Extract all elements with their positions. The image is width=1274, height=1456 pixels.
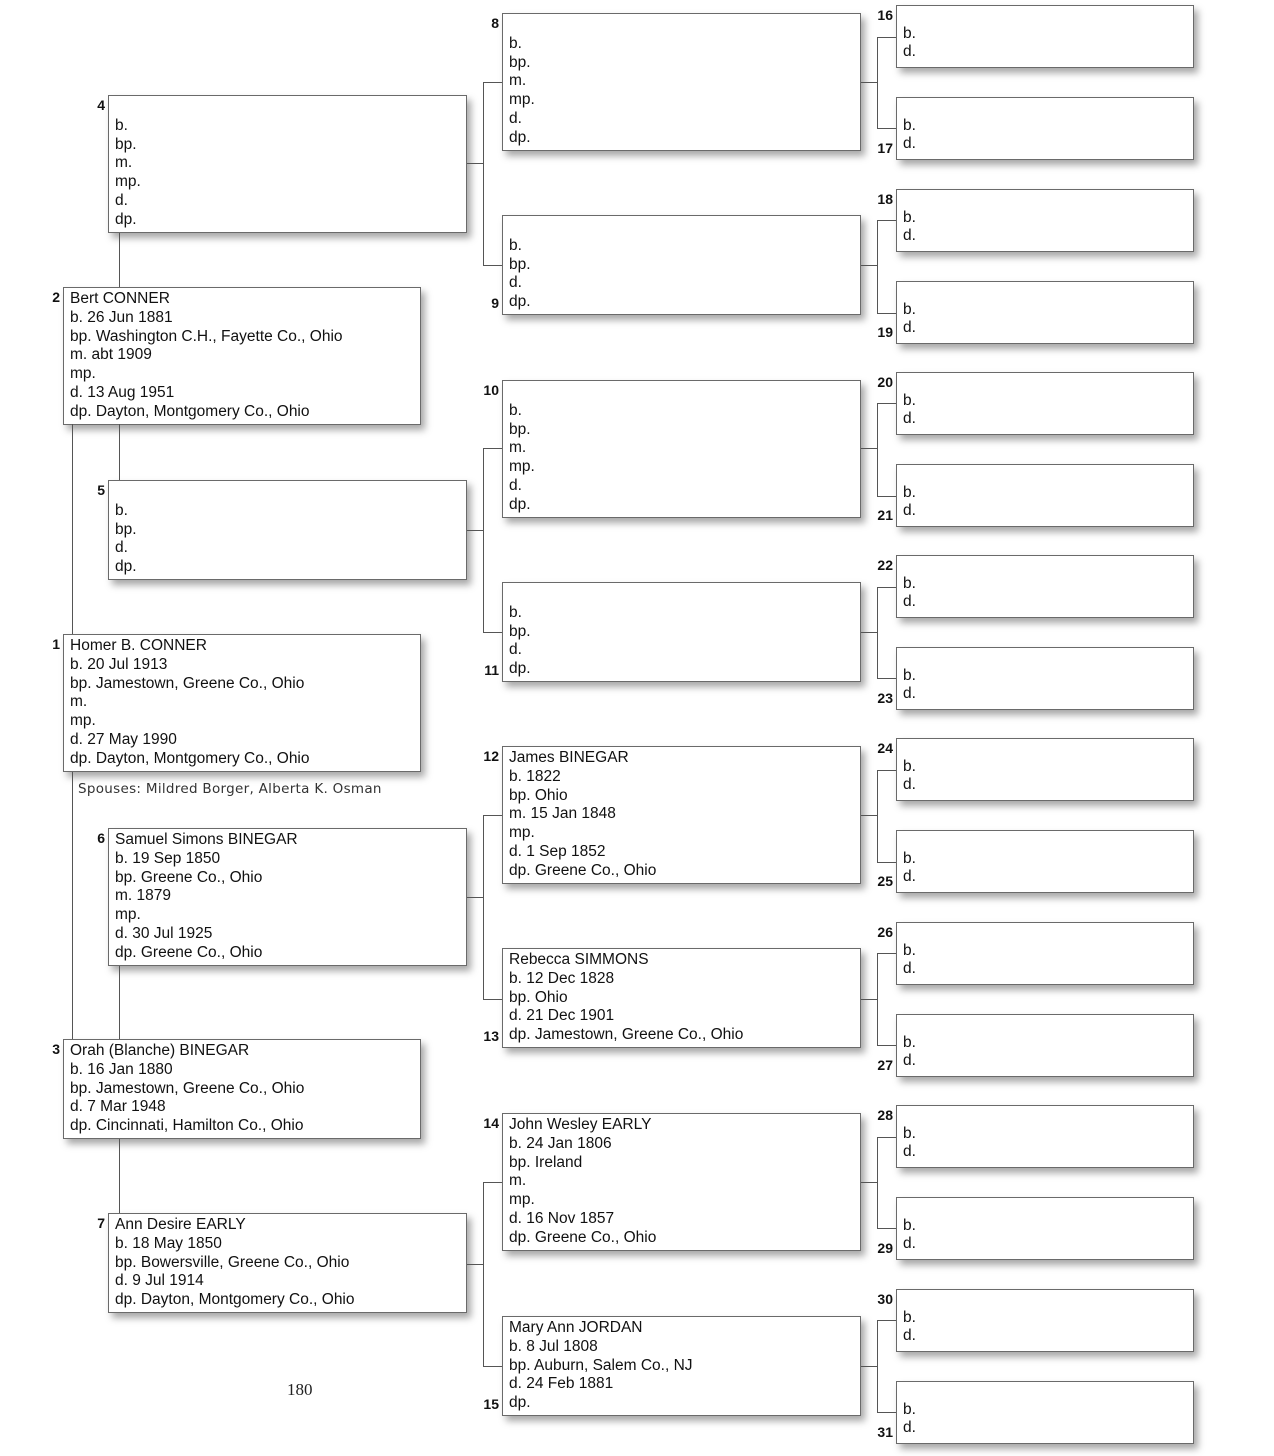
person-fact: mp. [70, 712, 96, 730]
connector-line [483, 448, 502, 449]
connector-line [877, 403, 896, 404]
ahnentafel-number: 18 [877, 191, 893, 207]
person-fact: m. [115, 154, 133, 172]
person-box-22 [896, 555, 1194, 618]
person-fact: b. [903, 666, 916, 684]
ahnentafel-number: 11 [484, 662, 499, 678]
person-box-17 [896, 97, 1194, 160]
connector-line [877, 953, 896, 954]
connector-line [877, 1137, 896, 1138]
person-fact: b. [903, 941, 916, 959]
person-box-5 [108, 480, 467, 580]
person-fact: b. [509, 401, 522, 419]
connector-line [861, 82, 877, 83]
connector-line [119, 966, 120, 1039]
person-fact: d. 9 Jul 1914 [115, 1272, 204, 1290]
person-fact: m. [70, 693, 88, 711]
person-fact: bp. Jamestown, Greene Co., Ohio [70, 1079, 305, 1097]
person-fact: d. [903, 410, 916, 427]
person-fact: b. [115, 501, 128, 519]
person-name [903, 1015, 1193, 1034]
person-name [903, 739, 1193, 758]
person-fact: bp. [509, 255, 531, 273]
person-box-15 [502, 1316, 861, 1416]
ahnentafel-number: 29 [877, 1240, 893, 1256]
person-fact: b. [903, 483, 916, 501]
person-fact: b. [903, 24, 916, 42]
connector-line [483, 448, 484, 632]
person-fact: b. [903, 300, 916, 318]
person-fact: bp. Ireland [509, 1153, 583, 1171]
person-fact: b. 8 Jul 1808 [509, 1337, 598, 1355]
connector-line [877, 37, 896, 38]
person-fact: d. 27 May 1990 [70, 730, 177, 748]
person-fact: d. [903, 685, 916, 702]
person-box-6 [108, 828, 467, 966]
ahnentafel-number: 10 [483, 382, 499, 398]
person-box-30 [896, 1289, 1194, 1352]
person-box-16 [896, 5, 1194, 68]
ahnentafel-number: 4 [97, 97, 105, 113]
connector-line [877, 313, 896, 314]
ahnentafel-number: 16 [877, 7, 893, 23]
page-number: 180 [287, 1380, 313, 1399]
person-name: Rebecca SIMMONS [509, 951, 649, 968]
person-fact: b. [903, 1400, 916, 1418]
person-fact: dp. Greene Co., Ohio [115, 943, 263, 961]
person-name [903, 923, 1193, 942]
person-fact: d. [903, 960, 916, 977]
person-fact: b. [903, 1033, 916, 1051]
person-fact: bp. [115, 520, 137, 538]
person-name [903, 556, 1193, 575]
person-box-8 [502, 13, 861, 151]
ahnentafel-number: 23 [877, 690, 893, 706]
person-name [903, 648, 1193, 667]
connector-line [861, 815, 877, 816]
person-box-7 [108, 1213, 467, 1313]
person-fact: dp. [509, 1394, 531, 1412]
person-fact: b. 1822 [509, 767, 561, 785]
person-name: Homer B. CONNER [70, 637, 207, 654]
person-box-19 [896, 281, 1194, 344]
person-name [509, 218, 860, 237]
person-fact: d. [903, 1052, 916, 1069]
connector-line [861, 265, 877, 266]
person-name [903, 465, 1193, 484]
ahnentafel-number: 5 [97, 482, 105, 498]
person-fact: d. 7 Mar 1948 [70, 1098, 166, 1116]
person-fact: bp. Auburn, Salem Co., NJ [509, 1356, 693, 1374]
connector-line [877, 220, 878, 313]
ahnentafel-number: 7 [97, 1215, 105, 1231]
person-fact: d. [903, 593, 916, 610]
person-fact: b. 26 Jun 1881 [70, 308, 173, 326]
person-fact: dp. [115, 558, 137, 576]
person-fact: b. [509, 34, 522, 52]
person-name [903, 1382, 1193, 1401]
person-fact: bp. [509, 53, 531, 71]
ahnentafel-number: 6 [97, 830, 105, 846]
person-fact: b. [903, 574, 916, 592]
connector-line [483, 265, 502, 266]
connector-line [483, 1182, 484, 1366]
person-box-9 [502, 215, 861, 315]
ahnentafel-number: 22 [877, 557, 893, 573]
person-fact: m. 1879 [115, 887, 172, 905]
person-fact: d. [903, 135, 916, 152]
ahnentafel-number: 8 [491, 15, 499, 31]
connector-line [861, 448, 877, 449]
connector-line [467, 530, 483, 531]
connector-line [877, 587, 896, 588]
person-name [115, 483, 466, 502]
person-fact: dp. Greene Co., Ohio [509, 1228, 657, 1246]
connector-line [877, 403, 878, 496]
person-name [903, 1198, 1193, 1217]
person-fact: bp. Ohio [509, 786, 568, 804]
connector-line [483, 999, 502, 1000]
connector-line [119, 424, 120, 480]
person-box-24 [896, 738, 1194, 801]
person-fact: b. [903, 1124, 916, 1142]
person-fact: d. [903, 227, 916, 244]
ahnentafel-number: 3 [52, 1041, 60, 1057]
person-fact: bp. [509, 622, 531, 640]
person-fact: dp. Dayton, Montgomery Co., Ohio [70, 402, 310, 420]
person-name [115, 98, 466, 117]
ahnentafel-number: 14 [483, 1115, 499, 1131]
person-fact: dp. [509, 293, 531, 311]
person-fact: bp. Bowersville, Greene Co., Ohio [115, 1253, 350, 1271]
person-fact: b. 19 Sep 1850 [115, 849, 221, 867]
ahnentafel-number: 30 [877, 1291, 893, 1307]
person-box-13 [502, 948, 861, 1048]
connector-line [483, 1182, 502, 1183]
person-fact: b. 18 May 1850 [115, 1234, 222, 1252]
connector-line [877, 953, 878, 1045]
connector-line [877, 1228, 896, 1229]
person-fact: mp. [70, 365, 96, 383]
connector-line [861, 1366, 877, 1367]
person-box-4 [108, 95, 467, 233]
person-fact: mp. [115, 906, 141, 924]
ahnentafel-number: 19 [877, 324, 893, 340]
person-fact: b. [903, 757, 916, 775]
ahnentafel-number: 28 [877, 1107, 893, 1123]
person-fact: b. 12 Dec 1828 [509, 969, 615, 987]
person-fact: dp. Dayton, Montgomery Co., Ohio [70, 749, 310, 767]
person-fact: b. [903, 391, 916, 409]
person-fact: b. [509, 236, 522, 254]
spouses-note: Spouses: Mildred Borger, Alberta K. Osman [78, 781, 382, 797]
connector-line [877, 587, 878, 678]
person-name [903, 831, 1193, 850]
ahnentafel-number: 17 [877, 140, 893, 156]
ahnentafel-number: 2 [52, 289, 60, 305]
person-box-23 [896, 647, 1194, 710]
person-fact: d. 30 Jul 1925 [115, 924, 213, 942]
connector-line [877, 1412, 896, 1413]
connector-line [877, 770, 878, 862]
person-fact: dp. Cincinnati, Hamilton Co., Ohio [70, 1117, 304, 1135]
connector-line [467, 1264, 483, 1265]
person-fact: d. 13 Aug 1951 [70, 383, 175, 401]
person-fact: d. [509, 109, 522, 127]
person-box-10 [502, 380, 861, 518]
connector-line [877, 678, 896, 679]
person-name: John Wesley EARLY [509, 1116, 652, 1133]
person-fact: d. [903, 1419, 916, 1436]
person-fact: d. [903, 1327, 916, 1344]
person-fact: d. [509, 476, 522, 494]
person-box-18 [896, 189, 1194, 252]
connector-line [72, 424, 73, 634]
person-fact: m. [509, 1172, 527, 1190]
person-name: Bert CONNER [70, 290, 170, 307]
person-fact: b. 16 Jan 1880 [70, 1060, 173, 1078]
person-fact: d. [903, 43, 916, 60]
person-fact: d. 21 Dec 1901 [509, 1007, 615, 1025]
ahnentafel-number: 1 [52, 636, 60, 652]
person-fact: d. [903, 868, 916, 885]
ahnentafel-number: 31 [877, 1424, 893, 1440]
person-name: James BINEGAR [509, 749, 629, 766]
person-fact: mp. [509, 1191, 535, 1209]
person-box-1 [63, 634, 421, 772]
person-name [903, 1106, 1193, 1125]
person-box-31 [896, 1381, 1194, 1444]
connector-line [861, 632, 877, 633]
person-fact: m. 15 Jan 1848 [509, 805, 616, 823]
connector-line [119, 1139, 120, 1213]
person-box-14 [502, 1113, 861, 1251]
person-name [509, 383, 860, 402]
person-fact: d. [903, 776, 916, 793]
connector-line [877, 770, 896, 771]
ahnentafel-number: 21 [877, 507, 893, 523]
connector-line [483, 1366, 502, 1367]
person-name [903, 190, 1193, 209]
person-fact: b. [115, 116, 128, 134]
connector-line [877, 220, 896, 221]
person-fact: b. [903, 208, 916, 226]
person-fact: mp. [509, 91, 535, 109]
person-fact: b. 24 Jan 1806 [509, 1134, 612, 1152]
connector-line [483, 82, 502, 83]
person-box-27 [896, 1014, 1194, 1077]
connector-line [877, 37, 878, 128]
connector-line [861, 1182, 877, 1183]
ahnentafel-number: 13 [483, 1028, 499, 1044]
person-fact: d. [903, 319, 916, 336]
person-fact: d. [509, 641, 522, 659]
ahnentafel-number: 26 [877, 924, 893, 940]
person-fact: d. [115, 191, 128, 209]
person-fact: b. 20 Jul 1913 [70, 655, 168, 673]
person-fact: bp. Jamestown, Greene Co., Ohio [70, 674, 305, 692]
connector-line [877, 128, 896, 129]
person-fact: d. [903, 502, 916, 519]
person-fact: m. [509, 72, 527, 90]
person-fact: b. [903, 1308, 916, 1326]
person-box-26 [896, 922, 1194, 985]
ahnentafel-number: 20 [877, 374, 893, 390]
person-box-2 [63, 287, 421, 425]
person-fact: mp. [115, 173, 141, 191]
person-name [509, 585, 860, 604]
connector-line [877, 862, 896, 863]
person-fact: d. [509, 274, 522, 292]
person-fact: b. [509, 603, 522, 621]
person-name: Ann Desire EARLY [115, 1216, 246, 1233]
person-name [903, 373, 1193, 392]
person-name [903, 6, 1193, 25]
connector-line [861, 999, 877, 1000]
person-fact: d. 1 Sep 1852 [509, 842, 606, 860]
person-box-29 [896, 1197, 1194, 1260]
person-box-28 [896, 1105, 1194, 1168]
person-fact: bp. Ohio [509, 988, 568, 1006]
connector-line [877, 1045, 896, 1046]
person-fact: dp. [509, 128, 531, 146]
connector-line [483, 815, 484, 999]
person-box-20 [896, 372, 1194, 435]
person-fact: mp. [509, 458, 535, 476]
connector-line [119, 233, 120, 287]
person-fact: bp. [115, 135, 137, 153]
person-box-3 [63, 1039, 421, 1139]
connector-line [877, 1320, 878, 1412]
person-box-21 [896, 464, 1194, 527]
person-name [509, 16, 860, 35]
person-fact: m. abt 1909 [70, 346, 152, 364]
person-fact: d. 16 Nov 1857 [509, 1209, 615, 1227]
person-fact: dp. [115, 210, 137, 228]
connector-line [877, 496, 896, 497]
connector-line [877, 1137, 878, 1228]
person-box-11 [502, 582, 861, 682]
person-fact: dp. Dayton, Montgomery Co., Ohio [115, 1291, 355, 1309]
connector-line [483, 82, 484, 265]
ahnentafel-number: 9 [491, 295, 499, 311]
person-fact: b. [903, 116, 916, 134]
person-fact: d. [115, 539, 128, 557]
connector-line [483, 815, 502, 816]
person-fact: d. [903, 1235, 916, 1252]
person-fact: bp. Washington C.H., Fayette Co., Ohio [70, 327, 343, 345]
person-fact: d. [903, 1143, 916, 1160]
person-fact: bp. Greene Co., Ohio [115, 868, 263, 886]
connector-line [877, 1320, 896, 1321]
person-fact: d. 24 Feb 1881 [509, 1375, 614, 1393]
ahnentafel-number: 27 [877, 1057, 893, 1073]
person-fact: dp. [509, 660, 531, 678]
person-fact: dp. Greene Co., Ohio [509, 861, 657, 879]
ahnentafel-number: 12 [483, 748, 499, 764]
person-name: Orah (Blanche) BINEGAR [70, 1042, 250, 1059]
ahnentafel-number: 24 [877, 740, 893, 756]
person-fact: bp. [509, 420, 531, 438]
person-box-12 [502, 746, 861, 884]
ahnentafel-number: 15 [483, 1396, 499, 1412]
connector-line [483, 632, 502, 633]
person-name: Mary Ann JORDAN [509, 1319, 643, 1336]
person-fact: dp. [509, 495, 531, 513]
person-name [903, 282, 1193, 301]
connector-line [467, 897, 483, 898]
connector-line [72, 772, 73, 1039]
person-name: Samuel Simons BINEGAR [115, 831, 298, 848]
person-fact: m. [509, 439, 527, 457]
person-box-25 [896, 830, 1194, 893]
person-fact: b. [903, 1216, 916, 1234]
person-fact: dp. Jamestown, Greene Co., Ohio [509, 1026, 744, 1044]
person-name [903, 98, 1193, 117]
connector-line [467, 163, 483, 164]
person-fact: mp. [509, 824, 535, 842]
person-fact: b. [903, 849, 916, 867]
ahnentafel-number: 25 [877, 873, 893, 889]
person-name [903, 1290, 1193, 1309]
